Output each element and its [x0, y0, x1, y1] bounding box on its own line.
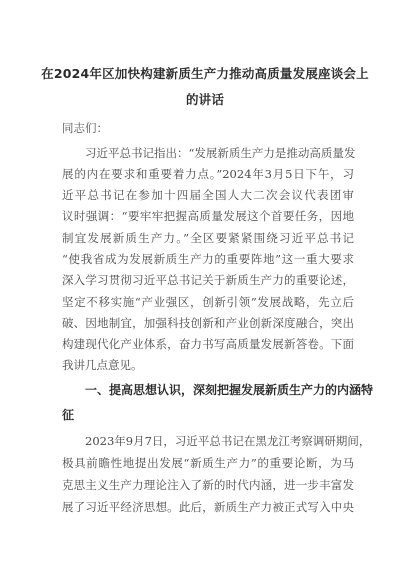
paragraph-line: “使我省成为发展新质生产力的重要阵地”这一重大要求 — [62, 252, 354, 266]
paragraph-line: 近平总书记在参加十四届全国人大二次会议代表团审 — [62, 188, 354, 202]
document-title-line-1: 在2024年区加快构建新质生产力推动高质量发展座谈会上 — [41, 66, 369, 81]
document-title-line-2: 的讲话 — [185, 92, 225, 107]
paragraph-line: 展的内在要求和重要着力点。”2024年3月5日下午，习 — [62, 167, 354, 181]
paragraph-line: 议时强调：“要牢牢把握高质量发展这个首要任务，因地 — [62, 209, 354, 223]
section-heading-line-2: 征 — [62, 408, 75, 422]
paragraph-line: 制宜发展新质生产力。”全区要紧紧围绕习近平总书记 — [62, 231, 354, 245]
paragraph-line: 坚定不移实施“产业强区，创新引领”发展战略，先立后 — [62, 295, 354, 309]
paragraph-line: 极具前瞻性地提出发展“新质生产力”的重要论断，为马 — [62, 456, 354, 470]
paragraph-line: 我讲几点意见。 — [62, 358, 143, 372]
paragraph-line: 习近平总书记指出：“发展新质生产力是推动高质量发 — [85, 146, 356, 160]
paragraph-line: 破、因地制宜，加强科技创新和产业创新深度融合，突出 — [62, 316, 354, 330]
paragraph-line: 克思主义生产力理论注入了新的时代内涵，进一步丰富发 — [62, 478, 354, 492]
paragraph-line: 深入学习贯彻习近平总书记关于新质生产力的重要论述， — [62, 273, 354, 287]
paragraph-line: 构建现代化产业体系，奋力书写高质量发展新答卷。下面 — [62, 337, 354, 351]
paragraph-line: 2023年9月7日，习近平总书记在黑龙江考察调研期间， — [85, 434, 371, 448]
paragraph-line: 展了习近平经济思想。此后，新质生产力被正式写入中央 — [62, 500, 354, 514]
salutation: 同志们： — [62, 121, 108, 135]
section-heading-line-1: 一、提高思想认识，深刻把握发展新质生产力的内涵特 — [85, 383, 374, 397]
